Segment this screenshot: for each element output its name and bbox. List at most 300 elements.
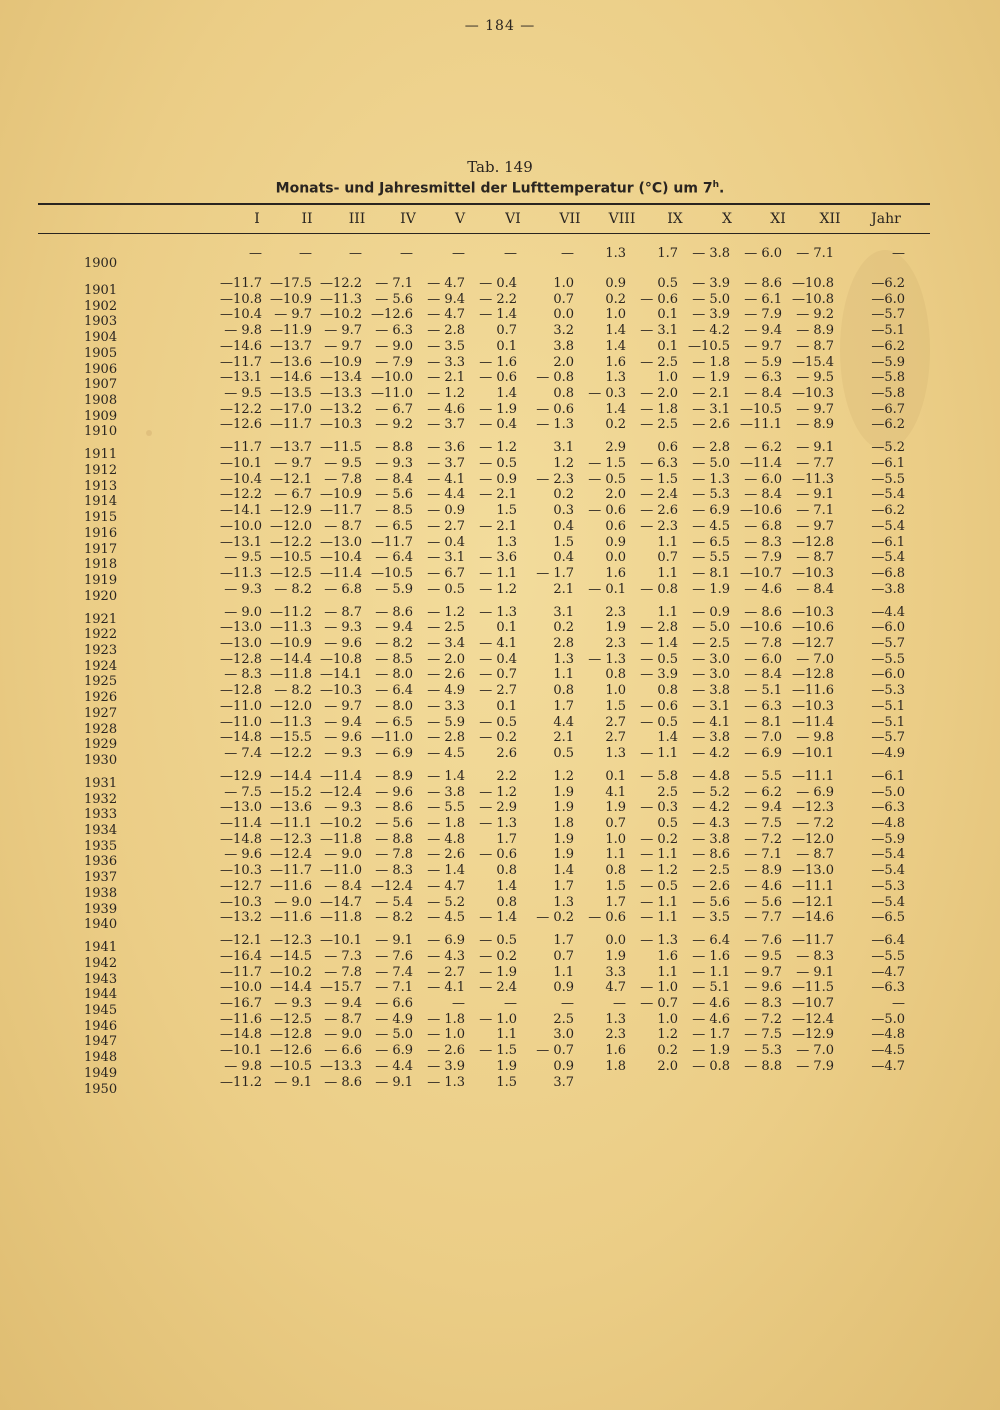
table-cell: — 6.5 xyxy=(692,534,730,550)
table-cell: — 7.2 xyxy=(744,1011,782,1027)
table-cell: — 4.1 xyxy=(479,636,517,651)
table-cell: —10.0 xyxy=(371,370,413,386)
table-cell: 1.4 xyxy=(605,323,626,339)
table-cell: — 5.6 xyxy=(375,816,413,831)
row-year: 1950 xyxy=(84,1081,118,1097)
table-cell: — 0.5 xyxy=(588,471,626,487)
table-cell: —6.2 xyxy=(871,503,905,519)
table-cell: —13.1 xyxy=(220,534,262,550)
row-year: 1932 xyxy=(84,791,118,807)
table-cell: —5.4 xyxy=(871,487,905,503)
table-cell: — 3.9 xyxy=(692,276,730,291)
table-cell: 0.9 xyxy=(605,534,626,550)
table-cell: — 3.8 xyxy=(692,683,730,699)
table-cell: 0.9 xyxy=(605,276,626,291)
table-cell: — 1.9 xyxy=(479,401,517,417)
table-cell: — 1.8 xyxy=(640,401,678,417)
table-cell: —10.0 xyxy=(220,980,262,996)
row-year: 1939 xyxy=(84,901,118,917)
table-cell: 0.8 xyxy=(657,683,678,699)
table-cell: — 9.3 xyxy=(224,581,262,597)
table-cell: — 3.5 xyxy=(692,910,730,926)
table-cell: — 9.1 xyxy=(274,1074,312,1090)
table-cell: —11.0 xyxy=(371,730,413,746)
table-cell: —10.0 xyxy=(220,518,262,534)
table-cell: — 1.2 xyxy=(479,581,517,597)
table-cell: — 9.4 xyxy=(324,714,362,730)
table-cell: —13.2 xyxy=(220,910,262,926)
table-cell: — 1.0 xyxy=(479,1011,517,1027)
table-cell: — 3.4 xyxy=(427,636,465,651)
table-cell: —5.8 xyxy=(871,385,905,401)
row-year: 1911 xyxy=(84,447,118,463)
table-cell: 0.5 xyxy=(657,276,678,291)
table-cell: — xyxy=(892,996,905,1011)
table-cell: 1.7 xyxy=(605,894,626,910)
table-cell: — xyxy=(299,246,312,261)
table-cell: 4.1 xyxy=(605,784,626,800)
table-cell: — 6.6 xyxy=(324,1043,362,1059)
table-cell: — 7.8 xyxy=(375,847,413,863)
table-cell: — 8.6 xyxy=(375,604,413,620)
table-cell: 1.8 xyxy=(553,816,574,831)
table-cell: —10.6 xyxy=(740,503,782,519)
table-cell: —11.6 xyxy=(270,910,312,926)
row-year: 1900 xyxy=(84,256,118,271)
table-cell: — 8.6 xyxy=(744,604,782,620)
table-cell: — 6.9 xyxy=(744,745,782,761)
table-cell: — 0.7 xyxy=(640,996,678,1011)
table-cell: — 1.3 xyxy=(479,604,517,620)
table-cell: 0.7 xyxy=(657,550,678,566)
table-cell: —12.2 xyxy=(220,487,262,503)
table-cell: — 9.6 xyxy=(744,980,782,996)
table-cell: — 1.9 xyxy=(692,581,730,597)
table-cell: —11.4 xyxy=(320,565,362,581)
table-cell: — 0.8 xyxy=(536,370,574,386)
table-cell: — 0.5 xyxy=(640,714,678,730)
table-cell: —13.0 xyxy=(220,800,262,816)
table-cell: 1.5 xyxy=(553,534,574,550)
table-cell: 0.2 xyxy=(553,620,574,636)
table-cell: — 4.7 xyxy=(427,307,465,323)
table-cell: —12.2 xyxy=(270,745,312,761)
table-cell: — 9.0 xyxy=(324,847,362,863)
table-cell: — 8.7 xyxy=(796,550,834,566)
table-cell: —12.8 xyxy=(792,534,834,550)
table-cell: —13.7 xyxy=(270,338,312,354)
table-cell: 1.9 xyxy=(496,1058,517,1074)
table-cell: —10.5 xyxy=(270,1058,312,1074)
table-cell: —10.3 xyxy=(220,894,262,910)
table-cell: — 8.3 xyxy=(744,996,782,1011)
table-cell: — 0.4 xyxy=(479,651,517,667)
table-cell: —4.5 xyxy=(871,1043,905,1059)
table-cell: —15.7 xyxy=(320,980,362,996)
table-cell: 3.3 xyxy=(605,964,626,980)
table-cell: — 2.4 xyxy=(479,980,517,996)
table-cell: — 7.2 xyxy=(744,831,782,847)
column-header: IX xyxy=(667,211,683,227)
table-cell: — 6.9 xyxy=(796,784,834,800)
table-cell: — 5.6 xyxy=(375,487,413,503)
table-cell: —10.2 xyxy=(320,307,362,323)
table-cell: 1.1 xyxy=(657,534,678,550)
table-cell: — 8.6 xyxy=(692,847,730,863)
table-cell: — 0.5 xyxy=(479,714,517,730)
table-cell: — 9.0 xyxy=(274,894,312,910)
table-cell: —12.6 xyxy=(270,1043,312,1059)
table-cell: — 2.0 xyxy=(640,385,678,401)
table-cell: — 4.2 xyxy=(692,745,730,761)
table-cell: — 9.5 xyxy=(224,385,262,401)
table-cell: —13.0 xyxy=(792,863,834,879)
table-cell: — 9.7 xyxy=(744,338,782,354)
table-cell: —5.5 xyxy=(871,651,905,667)
table-cell: —4.8 xyxy=(871,816,905,831)
table-cell: —6.2 xyxy=(871,417,905,433)
table-cell: 1.1 xyxy=(605,847,626,863)
table-cell: —11.5 xyxy=(320,440,362,456)
table-cell: — 3.1 xyxy=(692,401,730,417)
table-cell: —11.7 xyxy=(220,440,262,456)
table-cell: — 6.9 xyxy=(427,933,465,949)
table-cell: 2.7 xyxy=(605,714,626,730)
table-cell: — 1.5 xyxy=(479,1043,517,1059)
table-cell: — 8.3 xyxy=(796,948,834,964)
table-cell: — 1.8 xyxy=(427,816,465,831)
row-year: 1916 xyxy=(84,525,118,541)
table-cell: 1.7 xyxy=(496,831,517,847)
table-cell: — 5.5 xyxy=(427,800,465,816)
table-cell: —4.7 xyxy=(871,964,905,980)
table-cell: 1.6 xyxy=(605,1043,626,1059)
table-cell: — 8.4 xyxy=(744,667,782,683)
table-cell: 2.3 xyxy=(605,604,626,620)
table-cell: — 7.4 xyxy=(224,745,262,761)
table-cell: — 6.3 xyxy=(375,323,413,339)
table-cell: —5.5 xyxy=(871,471,905,487)
column-header: XII xyxy=(819,211,841,227)
table-cell: 1.0 xyxy=(553,276,574,291)
row-year: 1946 xyxy=(84,1018,118,1034)
table-cell: 0.1 xyxy=(496,338,517,354)
table-cell: — 3.3 xyxy=(427,698,465,714)
table-cell: —14.4 xyxy=(270,980,312,996)
table-cell: — 2.1 xyxy=(479,487,517,503)
table-cell: — 0.7 xyxy=(536,1043,574,1059)
table-cell: — 8.8 xyxy=(375,831,413,847)
table-cell: — 7.0 xyxy=(744,730,782,746)
table-cell: — 9.1 xyxy=(375,933,413,949)
table-cell: —11.1 xyxy=(792,878,834,894)
table-cell: — 8.2 xyxy=(375,636,413,651)
table-cell: —5.4 xyxy=(871,894,905,910)
table-cell: —10.6 xyxy=(792,620,834,636)
table-cell: — 9.8 xyxy=(796,730,834,746)
table-cell: — 8.2 xyxy=(274,581,312,597)
table-cell: —11.7 xyxy=(371,534,413,550)
table-cell: —10.2 xyxy=(320,816,362,831)
table-cell: —6.1 xyxy=(871,456,905,471)
table-cell: —14.6 xyxy=(792,910,834,926)
table-cell: 0.2 xyxy=(657,1043,678,1059)
table-cell: — 6.3 xyxy=(744,370,782,386)
table-cell: —11.3 xyxy=(270,620,312,636)
table-cell: — 1.7 xyxy=(536,565,574,581)
table-cell: — 9.3 xyxy=(324,620,362,636)
table-cell: —6.2 xyxy=(871,276,905,291)
table-cell: —5.3 xyxy=(871,683,905,699)
table-cell: — 6.8 xyxy=(324,581,362,597)
table-cell: — 2.3 xyxy=(640,518,678,534)
table-cell: 1.9 xyxy=(605,800,626,816)
column-header: I xyxy=(254,211,260,227)
table-cell: — 6.1 xyxy=(744,291,782,307)
table-cell: —11.7 xyxy=(270,863,312,879)
table-cell: 1.0 xyxy=(657,370,678,386)
table-cell: —12.3 xyxy=(792,800,834,816)
table-cell: —10.7 xyxy=(740,565,782,581)
table-cell: —11.6 xyxy=(270,878,312,894)
table-cell: —15.2 xyxy=(270,784,312,800)
page-number: — 184 — xyxy=(464,18,536,34)
table-cell: 0.2 xyxy=(605,291,626,307)
table-cell: — 2.1 xyxy=(427,370,465,386)
table-cell: — 7.9 xyxy=(744,307,782,323)
table-cell: — 0.9 xyxy=(692,604,730,620)
table-cell: —10.9 xyxy=(320,354,362,370)
table-cell: —6.5 xyxy=(871,910,905,926)
table-cell: 1.3 xyxy=(605,1011,626,1027)
table-cell: —13.7 xyxy=(270,440,312,456)
table-cell: — 6.8 xyxy=(744,518,782,534)
table-cell: — 2.1 xyxy=(692,385,730,401)
table-cell: — 1.9 xyxy=(692,370,730,386)
table-cell: — 6.6 xyxy=(375,996,413,1011)
table-cell: — 6.2 xyxy=(744,440,782,456)
table-cell: —10.7 xyxy=(792,996,834,1011)
table-cell: — 8.5 xyxy=(375,503,413,519)
table-cell: —12.2 xyxy=(270,534,312,550)
table-cell: 0.5 xyxy=(553,745,574,761)
column-header: IV xyxy=(400,211,416,227)
table-cell: — 1.7 xyxy=(692,1027,730,1043)
table-label: Tab. 149 xyxy=(467,158,533,176)
table-cell: —17.0 xyxy=(270,401,312,417)
paper-stain xyxy=(146,430,152,436)
table-cell: — 1.5 xyxy=(640,471,678,487)
table-cell: — 9.1 xyxy=(375,1074,413,1090)
table-cell: —12.4 xyxy=(320,784,362,800)
table-cell: —14.4 xyxy=(270,651,312,667)
table-cell: 1.9 xyxy=(553,847,574,863)
table-cell: —11.5 xyxy=(792,980,834,996)
table-cell: — 8.5 xyxy=(375,651,413,667)
table-cell: — 6.4 xyxy=(375,550,413,566)
table-cell: — 7.4 xyxy=(375,964,413,980)
column-header: XI xyxy=(770,211,786,227)
table-cell: —6.0 xyxy=(871,667,905,683)
table-cell: 1.4 xyxy=(605,401,626,417)
table-cell: — 5.3 xyxy=(744,1043,782,1059)
table-cell: —12.6 xyxy=(371,307,413,323)
table-cell: —13.4 xyxy=(320,370,362,386)
table-cell: 1.5 xyxy=(496,1074,517,1090)
table-cell: — 1.6 xyxy=(479,354,517,370)
column-header: VI xyxy=(505,211,521,227)
table-cell: — 9.6 xyxy=(324,636,362,651)
table-cell: —11.0 xyxy=(220,698,262,714)
table-cell: — 0.6 xyxy=(588,910,626,926)
row-year: 1928 xyxy=(84,721,118,737)
table-cell: 1.3 xyxy=(553,651,574,667)
table-cell: — 1.5 xyxy=(588,456,626,471)
table-cell: 1.3 xyxy=(553,894,574,910)
table-cell: 0.5 xyxy=(657,816,678,831)
table-cell: — 1.3 xyxy=(427,1074,465,1090)
table-cell: — 4.6 xyxy=(692,996,730,1011)
table-cell: — 0.6 xyxy=(640,698,678,714)
table-cell: 0.4 xyxy=(553,518,574,534)
row-year: 1937 xyxy=(84,870,118,886)
table-cell: — 2.1 xyxy=(479,518,517,534)
table-cell: 0.1 xyxy=(657,338,678,354)
table-cell: — 6.9 xyxy=(692,503,730,519)
table-cell: —5.4 xyxy=(871,550,905,566)
table-cell: — 9.3 xyxy=(274,996,312,1011)
table-cell: — 0.5 xyxy=(640,651,678,667)
table-cell: — 7.1 xyxy=(744,847,782,863)
table-cell: —12.2 xyxy=(220,401,262,417)
table-cell: — 4.8 xyxy=(692,768,730,784)
table-cell: —10.8 xyxy=(220,291,262,307)
table-cell: — xyxy=(349,246,362,261)
table-cell: — 9.4 xyxy=(375,620,413,636)
table-cell: — 6.5 xyxy=(375,714,413,730)
table-cell: —15.4 xyxy=(792,354,834,370)
row-year: 1935 xyxy=(84,838,118,854)
table-cell: 1.7 xyxy=(553,933,574,949)
table-cell: — 6.7 xyxy=(427,565,465,581)
table-cell: 1.9 xyxy=(553,784,574,800)
table-cell: — 5.9 xyxy=(375,581,413,597)
table-cell: — 1.1 xyxy=(640,910,678,926)
table-cell: — 9.8 xyxy=(224,323,262,339)
table-cell: 1.7 xyxy=(553,698,574,714)
table-cell: — 0.4 xyxy=(427,534,465,550)
table-cell: — 6.4 xyxy=(692,933,730,949)
table-cell: 2.8 xyxy=(553,636,574,651)
table-cell: — 7.7 xyxy=(796,456,834,471)
row-year: 1938 xyxy=(84,885,118,901)
table-cell: — xyxy=(561,996,574,1011)
table-cell: —12.8 xyxy=(220,651,262,667)
table-cell: — 8.0 xyxy=(375,667,413,683)
table-cell: — 5.8 xyxy=(640,768,678,784)
table-top-rule xyxy=(38,203,930,205)
table-cell: — 1.4 xyxy=(427,768,465,784)
table-cell: — 0.9 xyxy=(427,503,465,519)
table-cell: —11.8 xyxy=(320,831,362,847)
table-cell: — 0.2 xyxy=(536,910,574,926)
table-cell: 1.0 xyxy=(605,307,626,323)
table-cell: — 5.0 xyxy=(692,291,730,307)
table-cell: — 2.0 xyxy=(427,651,465,667)
table-cell: 0.0 xyxy=(605,550,626,566)
table-cell: 1.8 xyxy=(605,1058,626,1074)
table-cell: 1.4 xyxy=(553,863,574,879)
row-year: 1902 xyxy=(84,298,118,314)
table-cell: — 4.7 xyxy=(427,878,465,894)
table-cell: —12.5 xyxy=(270,1011,312,1027)
table-cell: —14.1 xyxy=(320,667,362,683)
table-cell: — 1.8 xyxy=(427,1011,465,1027)
table-cell: —10.8 xyxy=(792,291,834,307)
table-cell: —12.9 xyxy=(270,503,312,519)
table-cell: —5.4 xyxy=(871,863,905,879)
table-cell: — 8.1 xyxy=(692,565,730,581)
table-cell: 0.0 xyxy=(605,933,626,949)
table-cell: 0.8 xyxy=(496,863,517,879)
table-cell: — 1.6 xyxy=(692,948,730,964)
table-cell: — 0.7 xyxy=(479,667,517,683)
table-cell: —5.4 xyxy=(871,847,905,863)
table-cell: — 8.7 xyxy=(324,1011,362,1027)
table-cell: — 1.0 xyxy=(640,980,678,996)
table-cell: —6.0 xyxy=(871,291,905,307)
table-cell: — 9.0 xyxy=(224,604,262,620)
table-cell: 1.5 xyxy=(496,503,517,519)
table-cell: — 6.4 xyxy=(375,683,413,699)
table-cell: — 8.8 xyxy=(744,1058,782,1074)
table-cell: — 8.7 xyxy=(796,338,834,354)
table-cell: — 4.7 xyxy=(427,276,465,291)
table-cell: — xyxy=(561,246,574,261)
table-cell: — 9.7 xyxy=(744,964,782,980)
table-cell: — 4.1 xyxy=(427,980,465,996)
table-cell: — 6.7 xyxy=(375,401,413,417)
table-cell: — xyxy=(400,246,413,261)
table-cell: — 8.6 xyxy=(324,1074,362,1090)
table-cell: — 6.5 xyxy=(375,518,413,534)
table-cell: 2.3 xyxy=(605,636,626,651)
table-cell: — 5.2 xyxy=(692,784,730,800)
table-cell: — 0.9 xyxy=(479,471,517,487)
row-year: 1930 xyxy=(84,752,118,768)
table-cell: — 4.4 xyxy=(375,1058,413,1074)
table-cell: — 1.9 xyxy=(479,964,517,980)
table-cell: 0.7 xyxy=(553,291,574,307)
table-cell: —11.7 xyxy=(220,276,262,291)
table-cell: — xyxy=(504,996,517,1011)
table-cell: 1.6 xyxy=(605,565,626,581)
table-cell: —13.2 xyxy=(320,401,362,417)
table-cell: — 5.6 xyxy=(744,894,782,910)
table-cell: 2.9 xyxy=(605,440,626,456)
row-year: 1903 xyxy=(84,314,118,330)
table-cell: — 2.8 xyxy=(427,323,465,339)
table-cell: — 8.7 xyxy=(324,604,362,620)
table-cell: — 0.2 xyxy=(640,831,678,847)
table-cell: —5.0 xyxy=(871,784,905,800)
table-cell: —11.7 xyxy=(270,417,312,433)
row-year: 1917 xyxy=(84,541,118,557)
table-cell: — 8.4 xyxy=(375,471,413,487)
table-cell: —11.4 xyxy=(792,714,834,730)
table-cell: — 3.8 xyxy=(427,784,465,800)
table-cell: — 0.1 xyxy=(588,581,626,597)
